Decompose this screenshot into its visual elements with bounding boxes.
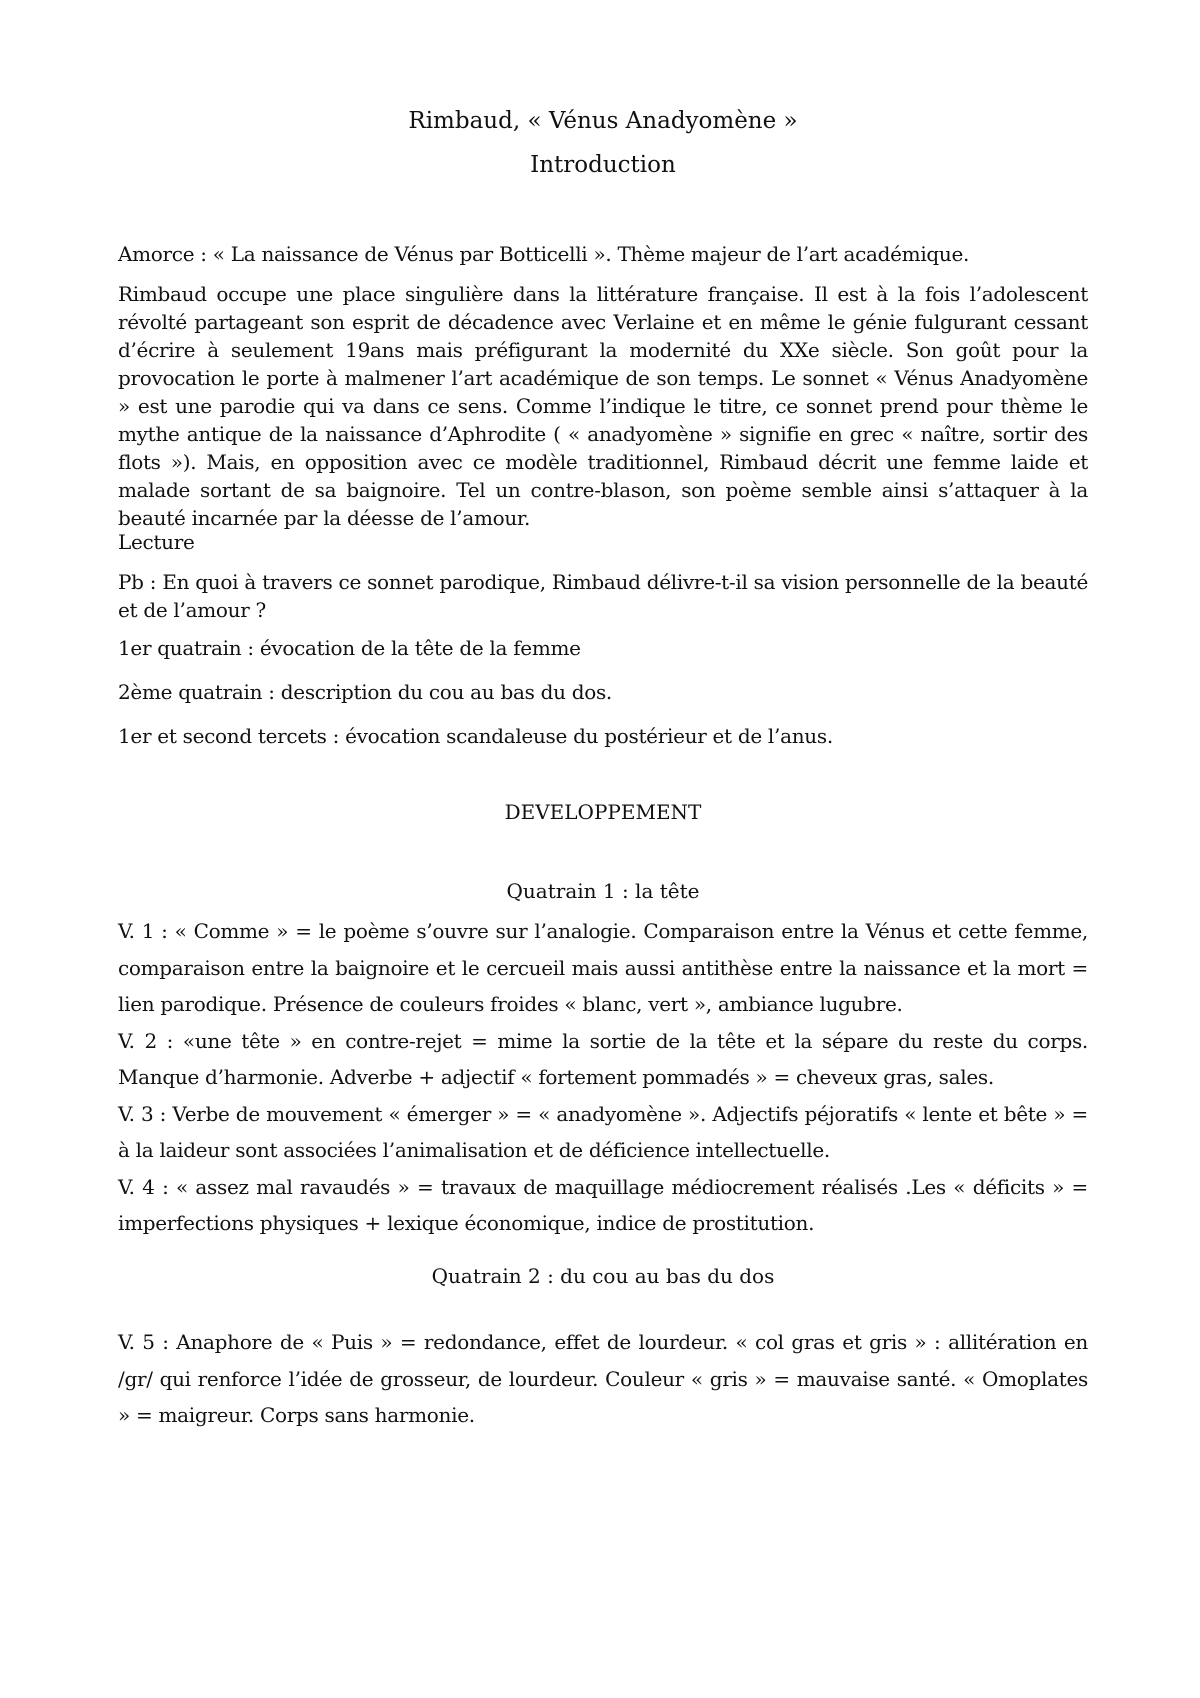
- development-heading: DEVELOPPEMENT: [504, 800, 702, 824]
- quatrain1-analysis: [118, 913, 1088, 1242]
- quatrain2-heading: Quatrain 2 : du cou au bas du dos: [431, 1264, 775, 1288]
- document-title: Rimbaud, « Vénus Anadyomène »: [408, 108, 798, 134]
- verse-analysis-v5: V. 5 : Anaphore de « Puis » = redondance, effet de lourdeur. « col gras et gris » : allitération en /gr/ qui renforce l’idée de grosseur, de lourdeur. Couleur « gris » = mauvaise santé. « Omoplates » = maigreur. Corps sans harmonie.: [118, 1330, 1088, 1427]
- plan-item: 1er quatrain : évocation de la tête de la femme: [118, 636, 581, 660]
- intro-paragraph: Rimbaud occupe une place singulière dans la littérature française. Il est à la fois l’adolescent révolté partageant son esprit de décadence avec Verlaine et en même le génie fulgurant cessant d’écrire à seulement 19ans mais préfigurant la modernité du XXe siècle. Son goût pour la provocation le porte à malmener l’art académique de son temps. Le sonnet « Vénus Anadyomène » est une parodie qui va dans ce sens. Comme l’indique le titre, ce sonnet prend pour thème le mythe antique de la naissance d’Aphrodite ( « anadyomène » signifie en grec « naître, sortir des flots »). Mais, en opposition avec ce modèle traditionnel, Rimbaud décrit une femme laide et malade sortant de sa baignoire. Tel un contre-blason, son poème semble ainsi s’attaquer à la beauté incarnée par la déesse de l’amour.: [118, 282, 1088, 530]
- plan-item: 2ème quatrain : description du cou au bas du dos.: [118, 680, 612, 704]
- quatrain2-analysis: [118, 1324, 1088, 1434]
- quatrain1-heading: Quatrain 1 : la tête: [506, 879, 700, 903]
- amorce-paragraph: Amorce : « La naissance de Vénus par Botticelli ». Thème majeur de l’art académique.: [118, 242, 970, 266]
- lecture-label: Lecture: [118, 530, 195, 554]
- plan-item: 1er et second tercets : évocation scandaleuse du postérieur et de l’anus.: [118, 724, 833, 748]
- verse-analysis-v1: V. 1 : « Comme » = le poème s’ouvre sur l’analogie. Comparaison entre la Vénus et cette femme, comparaison entre la baignoire et le cercueil mais aussi antithèse entre la naissance et la mort = lien parodique. Présence de couleurs froides « blanc, vert », ambiance lugubre.: [118, 919, 1088, 1016]
- verse-analysis-v2: V. 2 : «une tête » en contre-rejet = mime la sortie de la tête et la sépare du reste du corps. Manque d’harmonie. Adverbe + adjectif « fortement pommadés » = cheveux gras, sales.: [118, 1028, 1088, 1089]
- document-subtitle: Introduction: [530, 152, 676, 178]
- verse-analysis-v3: V. 3 : Verbe de mouvement « émerger » = « anadyomène ». Adjectifs péjoratifs « lente et bête » = à la laideur sont associées l’animalisation et de déficience intellectuelle.: [118, 1101, 1088, 1162]
- problematique-paragraph: Pb : En quoi à travers ce sonnet parodique, Rimbaud délivre-t-il sa vision personnelle de la beauté et de l’amour ?: [118, 570, 1088, 622]
- verse-analysis-v4: V. 4 : « assez mal ravaudés » = travaux de maquillage médiocrement réalisés .Les « déficits » = imperfections physiques + lexique économique, indice de prostitution.: [118, 1174, 1088, 1235]
